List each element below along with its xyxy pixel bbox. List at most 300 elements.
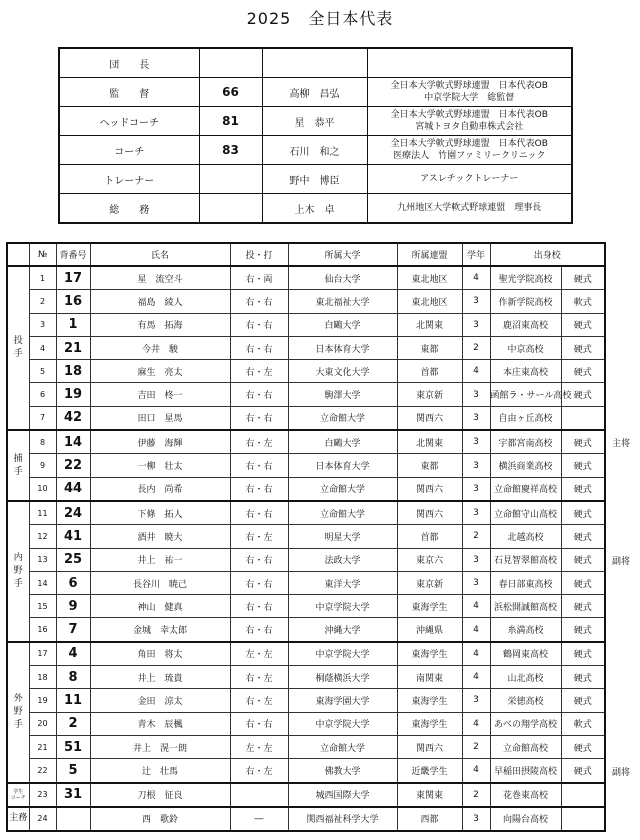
player-name: 今井 駿	[90, 336, 230, 359]
player-row	[7, 642, 605, 666]
player-name: 西 歌鈴	[90, 807, 230, 831]
player-grade: 3	[462, 430, 490, 454]
player-league: 東海学生	[397, 595, 462, 618]
player-university: 東海学園大学	[288, 689, 397, 712]
player-back-number: 9	[56, 595, 90, 618]
staff-affiliation-line: 全日本大学軟式野球連盟 日本代表OB	[390, 110, 548, 120]
player-ball-type: 硬式	[561, 618, 605, 642]
player-back-number: 25	[56, 548, 90, 571]
player-ball-type: 硬式	[561, 666, 605, 689]
player-university: 日本体育大学	[288, 454, 397, 477]
player-school: 立命館慶祥高校	[490, 477, 561, 501]
player-no: 7	[29, 406, 56, 430]
player-grade: 4	[462, 595, 490, 618]
position-group-char: 手	[13, 349, 23, 360]
staff-role: トレーナー	[59, 165, 199, 194]
player-name: 伊藤 海輝	[90, 430, 230, 454]
player-ball-type: 硬式	[561, 313, 605, 336]
player-throw-bat: 右・右	[230, 290, 288, 313]
staff-affiliation	[367, 78, 572, 107]
player-league: 南関東	[397, 666, 462, 689]
player-row	[7, 735, 605, 758]
player-throw-bat: 右・右	[230, 548, 288, 571]
player-ball-type: 硬式	[561, 595, 605, 618]
player-university: 城西国際大学	[288, 783, 397, 807]
player-school: 糸満高校	[490, 618, 561, 642]
player-row	[7, 689, 605, 712]
staff-row	[59, 165, 572, 194]
player-back-number: 51	[56, 735, 90, 758]
player-university: 明星大学	[288, 525, 397, 548]
player-ball-type: 硬式	[561, 501, 605, 525]
staff-row	[59, 107, 572, 136]
staff-row	[59, 78, 572, 107]
player-name: 角田 将太	[90, 642, 230, 666]
player-throw-bat: 右・右	[230, 313, 288, 336]
player-throw-bat: 右・左	[230, 525, 288, 548]
player-no: 12	[29, 525, 56, 548]
player-no: 11	[29, 501, 56, 525]
player-name: 青木 辰楓	[90, 712, 230, 735]
player-university: 立命館大学	[288, 406, 397, 430]
player-row	[7, 501, 605, 525]
player-row	[7, 454, 605, 477]
player-no: 13	[29, 548, 56, 571]
position-group-char: 投	[13, 336, 23, 347]
player-ball-type: 硬式	[561, 571, 605, 594]
staff-number: 83	[199, 136, 262, 165]
staff-affiliation	[367, 165, 572, 194]
player-grade: 3	[462, 571, 490, 594]
player-ball-type: 硬式	[561, 689, 605, 712]
player-grade: 4	[462, 266, 490, 290]
staff-number: 66	[199, 78, 262, 107]
position-group-char: 外	[13, 693, 23, 704]
player-row	[7, 266, 605, 290]
player-back-number: 22	[56, 454, 90, 477]
player-school: 鶴岡東高校	[490, 642, 561, 666]
player-league: 首都	[397, 360, 462, 383]
player-no: 1	[29, 266, 56, 290]
player-name: 下條 拓人	[90, 501, 230, 525]
player-no: 15	[29, 595, 56, 618]
player-league: 西都	[397, 807, 462, 831]
player-name: 福島 綾人	[90, 290, 230, 313]
player-school: 早稲田摂陵高校	[490, 759, 561, 783]
player-school: 中京高校	[490, 336, 561, 359]
player-throw-bat: 右・右	[230, 477, 288, 501]
player-row	[7, 525, 605, 548]
player-league: 関西六	[397, 477, 462, 501]
player-row	[7, 360, 605, 383]
player-no: 24	[29, 807, 56, 831]
staff-number	[199, 165, 262, 194]
player-back-number: 7	[56, 618, 90, 642]
staff-affiliation-line: 宮城トヨタ自動車株式会社	[415, 122, 524, 132]
player-university: 中京学院大学	[288, 595, 397, 618]
player-no: 20	[29, 712, 56, 735]
header-grade: 学年	[462, 243, 490, 266]
group-header	[7, 243, 29, 266]
player-league: 東京六	[397, 548, 462, 571]
player-throw-bat: 右・両	[230, 266, 288, 290]
player-row	[7, 290, 605, 313]
player-name: 星 流空斗	[90, 266, 230, 290]
player-name: 吉田 柊一	[90, 383, 230, 406]
player-throw-bat: ―	[230, 807, 288, 831]
player-throw-bat: 左・左	[230, 642, 288, 666]
player-grade: 3	[462, 406, 490, 430]
player-role-note: 主将	[612, 438, 631, 449]
staff-name: 上木 卓	[262, 194, 367, 224]
player-no: 19	[29, 689, 56, 712]
player-league: 関西六	[397, 501, 462, 525]
player-no: 2	[29, 290, 56, 313]
player-no: 23	[29, 783, 56, 807]
player-no: 22	[29, 759, 56, 783]
player-role-note: 副将	[612, 556, 631, 567]
player-back-number: 18	[56, 360, 90, 383]
player-ball-type: 硬式	[561, 759, 605, 783]
staff-role: 団 長	[59, 48, 199, 78]
position-group-char: 内	[13, 552, 23, 563]
player-name: 田口 星馬	[90, 406, 230, 430]
player-school: 立命館高校	[490, 735, 561, 758]
player-league: 東関東	[397, 783, 462, 807]
player-university: 桐蔭横浜大学	[288, 666, 397, 689]
player-name: 井上 滉一朗	[90, 735, 230, 758]
header-throw-bat: 投・打	[230, 243, 288, 266]
staff-affiliation-line: 九州地区大学軟式野球連盟 理事長	[397, 203, 542, 213]
player-name: 神山 健真	[90, 595, 230, 618]
header-no: №	[29, 243, 56, 266]
player-throw-bat: 右・右	[230, 618, 288, 642]
player-league: 近畿学生	[397, 759, 462, 783]
player-back-number	[56, 807, 90, 831]
player-row	[7, 571, 605, 594]
player-school: 函館ラ・サール高校	[490, 383, 561, 406]
player-no: 16	[29, 618, 56, 642]
player-university: 中京学院大学	[288, 712, 397, 735]
player-row	[7, 313, 605, 336]
player-throw-bat: 右・左	[230, 689, 288, 712]
position-group-char: 手	[13, 578, 23, 589]
player-throw-bat: 左・左	[230, 735, 288, 758]
player-throw-bat: 右・右	[230, 336, 288, 359]
player-school: 作新学院高校	[490, 290, 561, 313]
player-university: 立命館大学	[288, 501, 397, 525]
player-no: 10	[29, 477, 56, 501]
player-school: 北越高校	[490, 525, 561, 548]
player-ball-type: 硬式	[561, 525, 605, 548]
player-ball-type	[561, 406, 605, 430]
player-name: 長谷川 暁己	[90, 571, 230, 594]
player-school: 石見智翠館高校	[490, 548, 561, 571]
staff-number	[199, 48, 262, 78]
player-grade: 3	[462, 501, 490, 525]
staff-number	[199, 194, 262, 224]
player-university: 大東文化大学	[288, 360, 397, 383]
player-ball-type: 硬式	[561, 642, 605, 666]
player-grade: 4	[462, 642, 490, 666]
player-league: 関西六	[397, 406, 462, 430]
player-name: 有馬 拓海	[90, 313, 230, 336]
player-school: 自由ヶ丘高校	[490, 406, 561, 430]
player-league: 東京新	[397, 571, 462, 594]
position-group-label	[7, 430, 29, 501]
player-back-number: 2	[56, 712, 90, 735]
player-back-number: 5	[56, 759, 90, 783]
player-no: 4	[29, 336, 56, 359]
staff-name: 石川 和之	[262, 136, 367, 165]
position-group-label	[7, 501, 29, 642]
player-league: 東北地区	[397, 290, 462, 313]
player-no: 14	[29, 571, 56, 594]
player-school: 鹿沼東高校	[490, 313, 561, 336]
player-name: 一柳 壮太	[90, 454, 230, 477]
player-row	[7, 666, 605, 689]
player-grade: 2	[462, 735, 490, 758]
player-university: 佛教大学	[288, 759, 397, 783]
player-league: 東海学生	[397, 689, 462, 712]
player-university: 関西福祉科学大学	[288, 807, 397, 831]
player-back-number: 16	[56, 290, 90, 313]
player-row	[7, 430, 605, 454]
position-group-char: 野	[13, 706, 23, 717]
player-university: 法政大学	[288, 548, 397, 571]
player-school: 春日部東高校	[490, 571, 561, 594]
player-row	[7, 595, 605, 618]
player-grade: 2	[462, 336, 490, 359]
player-row	[7, 548, 605, 571]
player-name: 金城 幸太郎	[90, 618, 230, 642]
position-group-char: 主務	[9, 813, 28, 824]
player-league: 沖縄県	[397, 618, 462, 642]
staff-affiliation-line: 医療法人 竹園ファミリークリニック	[393, 151, 546, 161]
player-university: 日本体育大学	[288, 336, 397, 359]
player-throw-bat: 右・左	[230, 759, 288, 783]
roster-header-row	[7, 243, 605, 266]
player-university: 白鷗大学	[288, 430, 397, 454]
position-group-label	[7, 642, 29, 783]
player-league: 北関東	[397, 313, 462, 336]
page-title: 2025 全日本代表	[246, 9, 394, 28]
player-no: 9	[29, 454, 56, 477]
player-row	[7, 406, 605, 430]
player-back-number: 41	[56, 525, 90, 548]
player-throw-bat: 右・右	[230, 454, 288, 477]
player-school: 花巻東高校	[490, 783, 561, 807]
player-name: 辻 壮馬	[90, 759, 230, 783]
staff-affiliation	[367, 194, 572, 224]
player-no: 3	[29, 313, 56, 336]
player-grade: 3	[462, 290, 490, 313]
player-school: 聖光学院高校	[490, 266, 561, 290]
player-league: 北関東	[397, 430, 462, 454]
staff-name: 野中 博臣	[262, 165, 367, 194]
player-university: 駒澤大学	[288, 383, 397, 406]
player-school: あべの翔学高校	[490, 712, 561, 735]
player-throw-bat: 右・左	[230, 360, 288, 383]
player-league: 東京新	[397, 383, 462, 406]
staff-row	[59, 194, 572, 224]
position-group-label	[7, 807, 29, 831]
position-group-char: コーチ	[10, 794, 26, 801]
player-grade: 3	[462, 689, 490, 712]
player-ball-type: 硬式	[561, 548, 605, 571]
player-back-number: 44	[56, 477, 90, 501]
staff-row	[59, 48, 572, 78]
player-name: 井上 祐一	[90, 548, 230, 571]
staff-role: 監 督	[59, 78, 199, 107]
staff-name: 星 恭平	[262, 107, 367, 136]
player-name: 長内 尚希	[90, 477, 230, 501]
player-back-number: 11	[56, 689, 90, 712]
position-group-label	[7, 783, 29, 807]
player-name: 麻生 亮太	[90, 360, 230, 383]
player-grade: 4	[462, 759, 490, 783]
player-ball-type: 硬式	[561, 430, 605, 454]
player-ball-type: 硬式	[561, 454, 605, 477]
player-throw-bat: 右・右	[230, 712, 288, 735]
player-back-number: 6	[56, 571, 90, 594]
player-ball-type	[561, 807, 605, 831]
staff-affiliation-line: 中京学院大学 総監督	[424, 93, 515, 103]
header-back-number: 背番号	[56, 243, 90, 266]
player-throw-bat: 右・右	[230, 406, 288, 430]
player-row	[7, 383, 605, 406]
player-university: 沖縄大学	[288, 618, 397, 642]
player-university: 立命館大学	[288, 477, 397, 501]
player-ball-type: 硬式	[561, 360, 605, 383]
header-school: 出身校	[490, 243, 605, 266]
player-back-number: 21	[56, 336, 90, 359]
player-league: 東北地区	[397, 266, 462, 290]
roster-table	[6, 242, 606, 832]
player-university: 東北福祉大学	[288, 290, 397, 313]
player-throw-bat: 右・左	[230, 666, 288, 689]
player-no: 5	[29, 360, 56, 383]
player-row	[7, 807, 605, 831]
player-university: 中京学院大学	[288, 642, 397, 666]
player-school: 山北高校	[490, 666, 561, 689]
player-back-number: 42	[56, 406, 90, 430]
staff-table	[58, 47, 573, 224]
staff-affiliation-line: アスレチックトレーナー	[420, 174, 519, 184]
player-throw-bat: 右・右	[230, 571, 288, 594]
player-school: 向陽台高校	[490, 807, 561, 831]
player-school: 宇都宮南高校	[490, 430, 561, 454]
staff-role: ヘッドコーチ	[59, 107, 199, 136]
player-grade: 3	[462, 477, 490, 501]
player-row	[7, 336, 605, 359]
player-no: 8	[29, 430, 56, 454]
staff-affiliation-line: 全日本大学軟式野球連盟 日本代表OB	[390, 139, 548, 149]
player-grade: 4	[462, 666, 490, 689]
player-league: 関西六	[397, 735, 462, 758]
player-back-number: 24	[56, 501, 90, 525]
position-group-char: 学生	[13, 788, 24, 795]
player-school: 栄徳高校	[490, 689, 561, 712]
staff-name	[262, 48, 367, 78]
player-ball-type: 硬式	[561, 477, 605, 501]
player-league: 東海学生	[397, 642, 462, 666]
position-group-label	[7, 266, 29, 430]
player-back-number: 31	[56, 783, 90, 807]
player-back-number: 1	[56, 313, 90, 336]
header-league: 所属連盟	[397, 243, 462, 266]
position-group-char: 手	[13, 719, 23, 730]
player-grade: 3	[462, 548, 490, 571]
player-throw-bat: 右・右	[230, 501, 288, 525]
player-school: 立命館守山高校	[490, 501, 561, 525]
header-name: 氏名	[90, 243, 230, 266]
player-row	[7, 783, 605, 807]
player-league: 東都	[397, 336, 462, 359]
player-school: 浜松開誠館高校	[490, 595, 561, 618]
player-ball-type: 硬式	[561, 383, 605, 406]
player-back-number: 17	[56, 266, 90, 290]
player-back-number: 4	[56, 642, 90, 666]
player-row	[7, 618, 605, 642]
player-grade: 3	[462, 454, 490, 477]
player-row	[7, 712, 605, 735]
player-grade: 2	[462, 783, 490, 807]
player-throw-bat: 右・右	[230, 383, 288, 406]
staff-affiliation	[367, 107, 572, 136]
player-row	[7, 477, 605, 501]
staff-affiliation	[367, 48, 572, 78]
player-grade: 4	[462, 360, 490, 383]
player-name: 刀根 征良	[90, 783, 230, 807]
player-no: 6	[29, 383, 56, 406]
player-name: 金田 涼太	[90, 689, 230, 712]
player-school: 本庄東高校	[490, 360, 561, 383]
player-grade: 4	[462, 618, 490, 642]
staff-affiliation	[367, 136, 572, 165]
staff-row	[59, 136, 572, 165]
staff-affiliation-line: 全日本大学軟式野球連盟 日本代表OB	[390, 81, 548, 91]
player-back-number: 8	[56, 666, 90, 689]
player-grade: 3	[462, 383, 490, 406]
player-university: 立命館大学	[288, 735, 397, 758]
player-university: 白鷗大学	[288, 313, 397, 336]
player-grade: 3	[462, 313, 490, 336]
player-row	[7, 759, 605, 783]
player-name: 酒井 暁大	[90, 525, 230, 548]
player-school: 横浜商業高校	[490, 454, 561, 477]
player-ball-type: 軟式	[561, 290, 605, 313]
position-group-char: 手	[13, 466, 23, 477]
player-ball-type: 硬式	[561, 266, 605, 290]
player-throw-bat	[230, 783, 288, 807]
staff-role: コーチ	[59, 136, 199, 165]
position-group-char: 野	[13, 565, 23, 576]
player-throw-bat: 右・左	[230, 430, 288, 454]
staff-role: 総 務	[59, 194, 199, 224]
staff-number: 81	[199, 107, 262, 136]
player-name: 井上 琉貴	[90, 666, 230, 689]
player-grade: 2	[462, 525, 490, 548]
player-grade: 4	[462, 712, 490, 735]
header-university: 所属大学	[288, 243, 397, 266]
player-role-note: 副将	[612, 767, 631, 778]
player-no: 21	[29, 735, 56, 758]
player-back-number: 19	[56, 383, 90, 406]
player-ball-type: 硬式	[561, 735, 605, 758]
player-university: 仙台大学	[288, 266, 397, 290]
player-throw-bat: 右・右	[230, 595, 288, 618]
